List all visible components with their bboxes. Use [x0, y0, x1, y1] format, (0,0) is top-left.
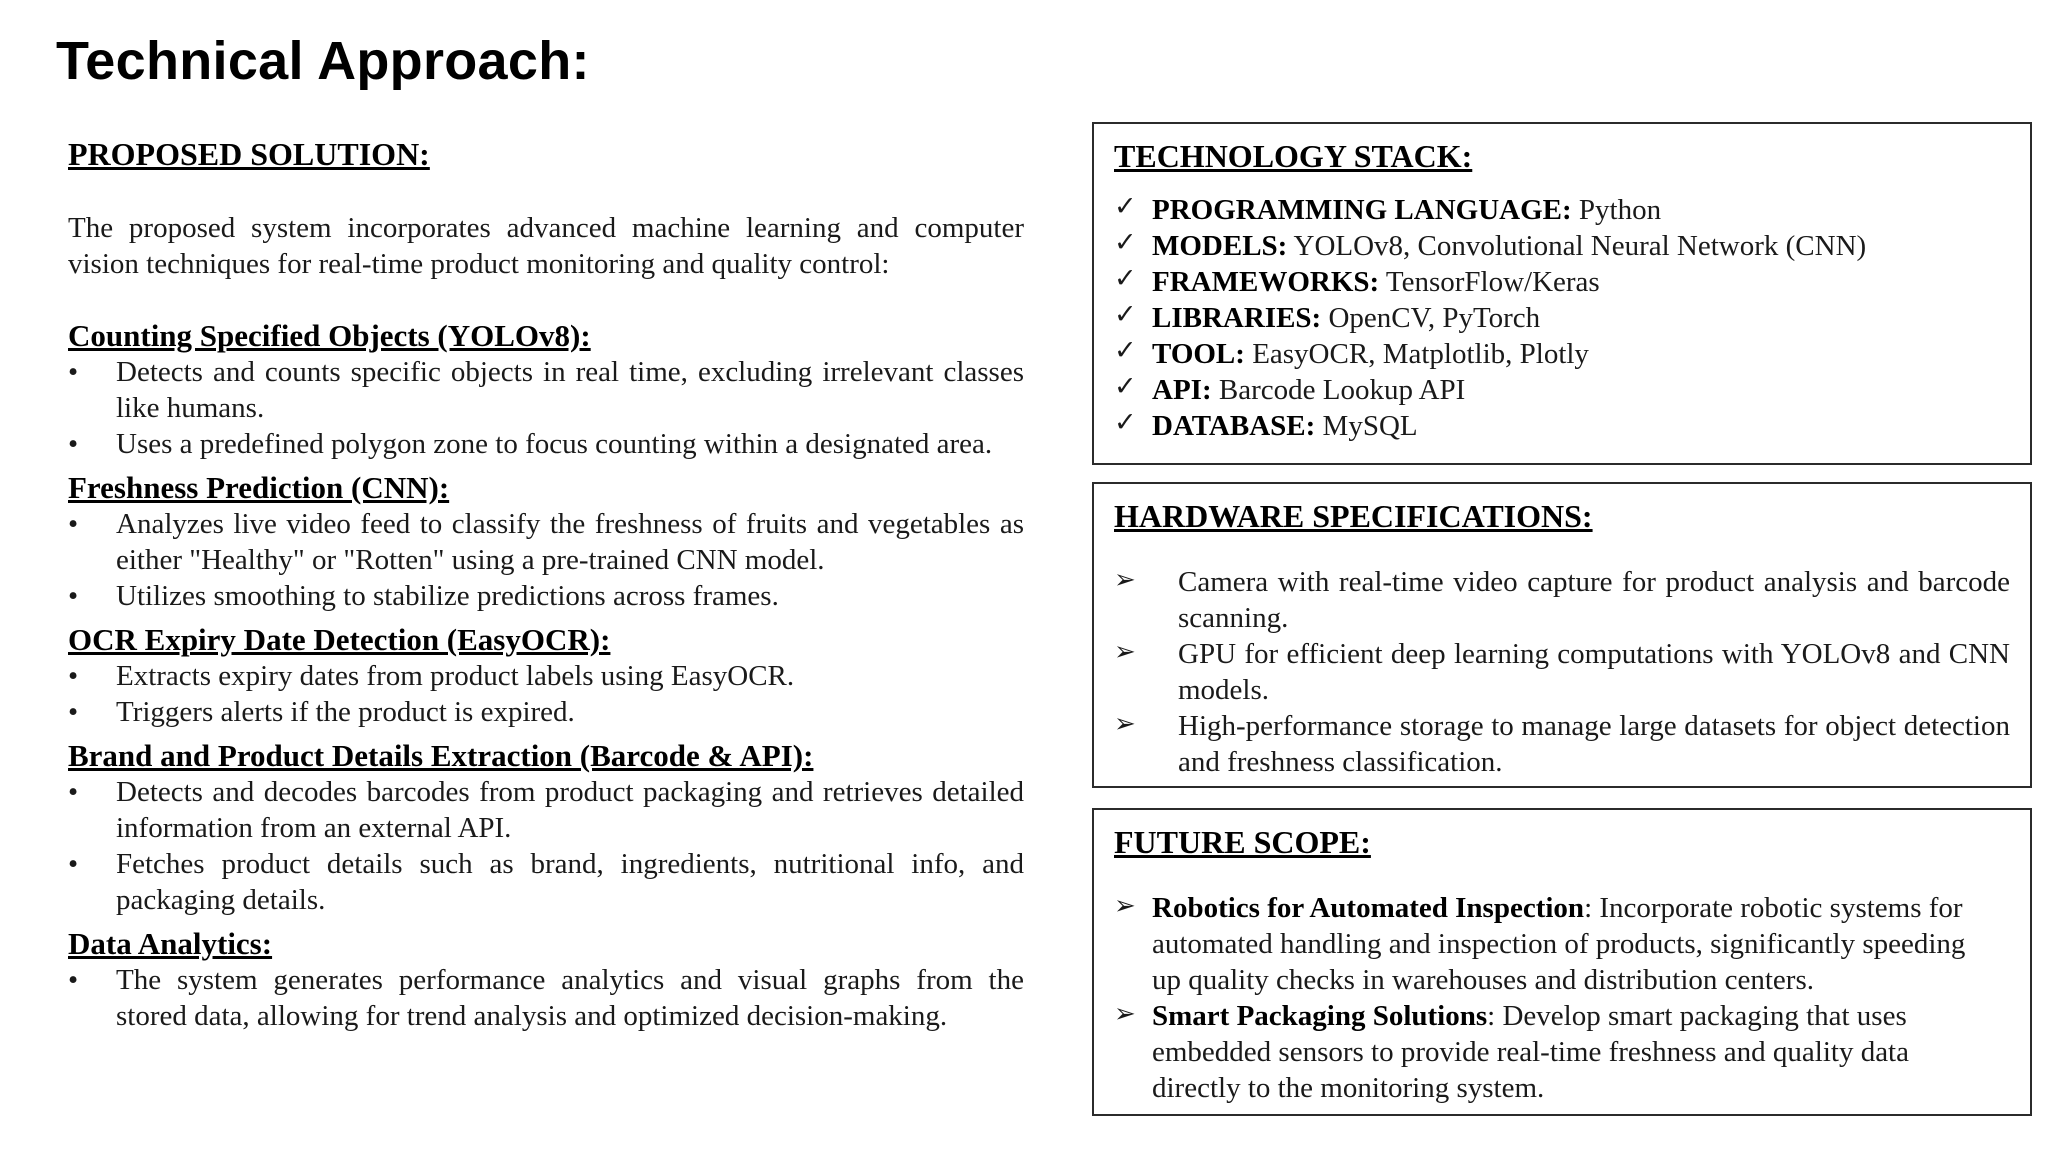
list-item: [1114, 890, 2000, 998]
section-ocr: [68, 622, 1024, 730]
list-item: [1114, 408, 1866, 444]
item-text: GPU for efficient deep learning computations with YOLOv8 and CNN models.: [1178, 638, 2010, 706]
list-item: [1114, 192, 1866, 228]
list-item: [1114, 636, 2010, 708]
bullet-list: [68, 962, 1024, 1034]
list-item: [68, 578, 1024, 614]
bullet-icon: •: [68, 776, 79, 808]
item-text: Camera with real-time video capture for product analysis and barcode scanning.: [1178, 566, 2010, 634]
checkmark-icon: ✓: [1114, 335, 1137, 366]
technology-stack-box: [1092, 122, 2032, 465]
item-key: FRAMEWORKS:: [1152, 266, 1380, 298]
list-item: [1114, 708, 2010, 780]
list-item: [1114, 998, 2000, 1106]
list-item: [1114, 228, 1866, 264]
section-heading: Data Analytics:: [68, 926, 273, 961]
bullet-icon: •: [68, 356, 79, 388]
bullet-icon: •: [68, 964, 79, 996]
bullet-text: Utilizes smoothing to stabilize predictions across frames.: [116, 580, 779, 612]
item-value: MySQL: [1315, 410, 1418, 442]
item-key: MODELS:: [1152, 230, 1288, 262]
bullet-text: Triggers alerts if the product is expired.: [116, 696, 575, 728]
section-freshness: [68, 470, 1024, 614]
arrow-bullet-icon: ➢: [1114, 999, 1136, 1029]
item-value: : Incorporate robotic systems for automated handling and inspection of products, significantly speeding up quality checks in warehouses and distribution centers.: [1152, 892, 1966, 996]
technology-stack-heading: TECHNOLOGY STACK:: [1114, 138, 1473, 174]
item-value: TensorFlow/Keras: [1379, 266, 1600, 298]
bullet-text: Uses a predefined polygon zone to focus counting within a designated area.: [116, 428, 993, 460]
item-value: EasyOCR, Matplotlib, Plotly: [1244, 338, 1589, 370]
list-item: [68, 426, 1024, 462]
checkmark-icon: ✓: [1114, 299, 1137, 330]
bullet-icon: •: [68, 508, 79, 540]
section-heading: OCR Expiry Date Detection (EasyOCR):: [68, 622, 611, 657]
item-key: API:: [1152, 374, 1212, 406]
arrow-bullet-icon: ➢: [1114, 637, 1136, 667]
item-text: High-performance storage to manage large datasets for object detection and freshness classification.: [1178, 710, 2010, 778]
section-counting: [68, 318, 1024, 462]
bullet-icon: •: [68, 696, 79, 728]
proposed-solution-heading: PROPOSED SOLUTION:: [68, 136, 430, 172]
checkmark-icon: ✓: [1114, 407, 1137, 438]
list-item: [68, 694, 1024, 730]
bullet-list: [68, 506, 1024, 614]
hardware-specifications-heading: HARDWARE SPECIFICATIONS:: [1114, 498, 1593, 534]
list-item: [68, 846, 1024, 918]
future-scope-heading: FUTURE SCOPE:: [1114, 824, 1371, 860]
bullet-icon: •: [68, 428, 79, 460]
bullet-text: The system generates performance analytics and visual graphs from the stored data, allowing for trend analysis and optimized decision-making.: [116, 964, 1024, 1032]
item-key: TOOL:: [1152, 338, 1245, 370]
section-heading: Counting Specified Objects (YOLOv8):: [68, 318, 591, 353]
bullet-list: [68, 354, 1024, 462]
arrow-bullet-icon: ➢: [1114, 891, 1136, 921]
item-key: Robotics for Automated Inspection: [1152, 892, 1585, 924]
item-value: : Develop smart packaging that uses embedded sensors to provide real-time freshness and quality data directly to the monitoring system.: [1152, 1000, 1909, 1104]
bullet-text: Fetches product details such as brand, ingredients, nutritional info, and packaging details.: [116, 848, 1024, 916]
bullet-text: Analyzes live video feed to classify the freshness of fruits and vegetables as either "Healthy" or "Rotten" using a pre-trained CNN model.: [116, 508, 1024, 576]
bullet-icon: •: [68, 848, 79, 880]
list-item: [68, 658, 1024, 694]
list-item: [68, 354, 1024, 426]
hardware-list: [1114, 564, 2010, 780]
bullet-list: [68, 774, 1024, 918]
item-key: Smart Packaging Solutions: [1152, 1000, 1488, 1032]
future-scope-list: [1114, 890, 2000, 1106]
list-item: [68, 774, 1024, 846]
list-item: [1114, 372, 1866, 408]
item-value: Barcode Lookup API: [1211, 374, 1466, 406]
item-key: DATABASE:: [1152, 410, 1316, 442]
proposed-solution-intro: The proposed system incorporates advanced machine learning and computer vision techniques for real-time product monitoring and quality control:: [68, 212, 1024, 280]
arrow-bullet-icon: ➢: [1114, 709, 1136, 739]
section-heading: Freshness Prediction (CNN):: [68, 470, 450, 505]
bullet-text: Detects and counts specific objects in real time, excluding irrelevant classes like humans.: [116, 356, 1024, 424]
section-analytics: [68, 926, 1024, 1034]
list-item: [68, 506, 1024, 578]
bullet-text: Extracts expiry dates from product labels using EasyOCR.: [116, 660, 795, 692]
proposed-solution-panel: [68, 136, 1024, 1042]
item-key: PROGRAMMING LANGUAGE:: [1152, 194, 1572, 226]
checkmark-icon: ✓: [1114, 191, 1137, 222]
list-item: [68, 962, 1024, 1034]
list-item: [1114, 300, 1866, 336]
checkmark-icon: ✓: [1114, 263, 1137, 294]
hardware-specifications-box: [1092, 482, 2032, 788]
technology-stack-list: [1114, 192, 1866, 444]
list-item: [1114, 564, 2010, 636]
list-item: [1114, 336, 1866, 372]
future-scope-box: [1092, 808, 2032, 1116]
checkmark-icon: ✓: [1114, 371, 1137, 402]
bullet-list: [68, 658, 1024, 730]
list-item: [1114, 264, 1866, 300]
item-value: YOLOv8, Convolutional Neural Network (CNN): [1287, 230, 1867, 262]
checkmark-icon: ✓: [1114, 227, 1137, 258]
item-value: Python: [1571, 194, 1662, 226]
bullet-icon: •: [68, 660, 79, 692]
section-barcode: [68, 738, 1024, 918]
bullet-text: Detects and decodes barcodes from product packaging and retrieves detailed information from an external API.: [116, 776, 1024, 844]
item-key: LIBRARIES:: [1152, 302, 1322, 334]
slide-title: Technical Approach:: [56, 31, 590, 91]
section-heading: Brand and Product Details Extraction (Barcode & API):: [68, 738, 814, 773]
item-value: OpenCV, PyTorch: [1321, 302, 1541, 334]
bullet-icon: •: [68, 580, 79, 612]
arrow-bullet-icon: ➢: [1114, 565, 1136, 595]
